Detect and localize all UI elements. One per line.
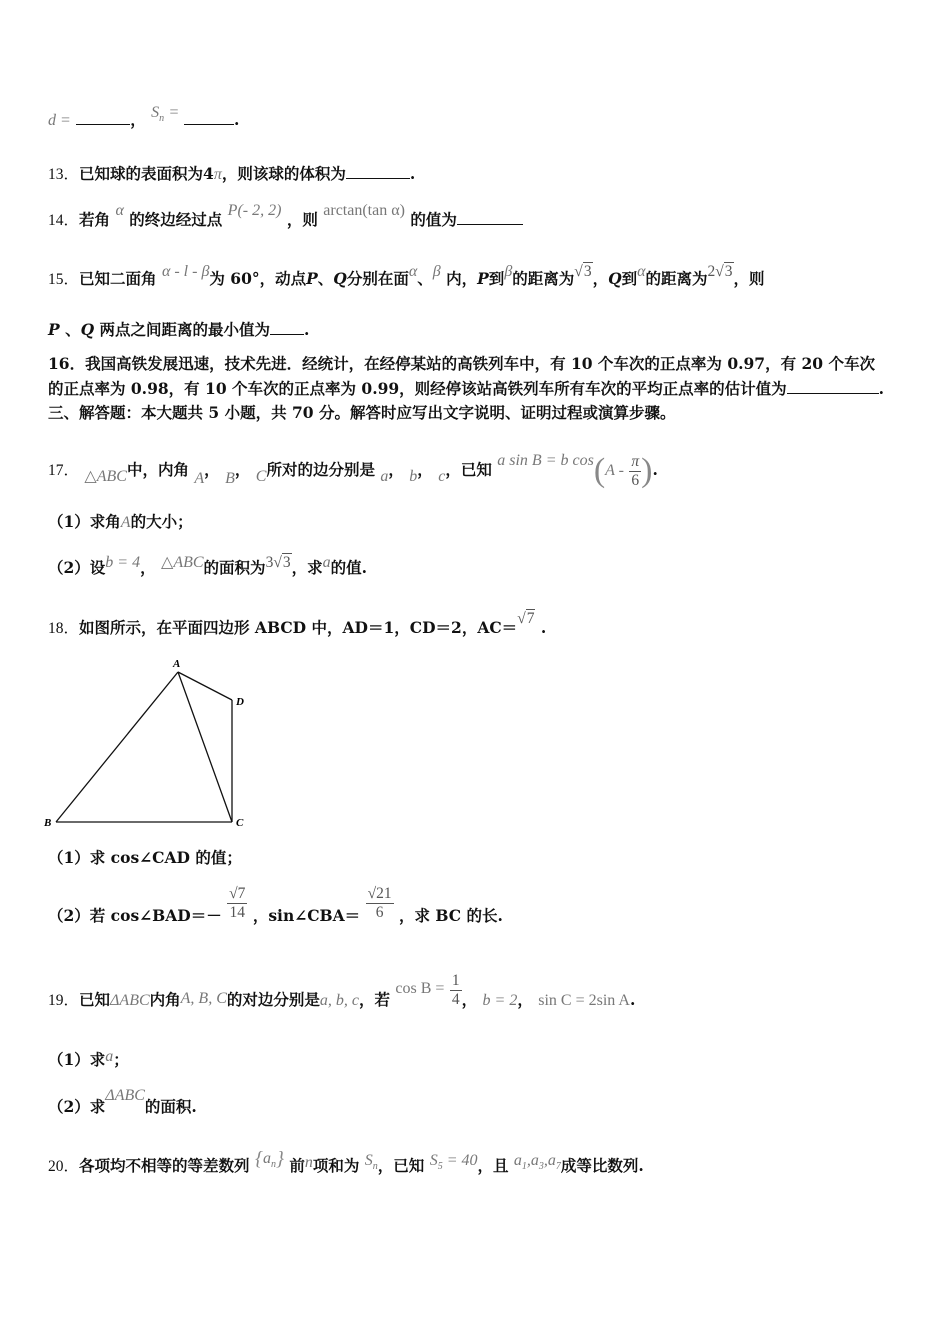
answer-blank	[270, 333, 304, 335]
period: .	[540, 618, 547, 637]
question-text: ，则该球的体积为	[221, 164, 346, 183]
point-q: Q	[80, 320, 95, 339]
alpha-symbol: α	[637, 263, 646, 280]
pi-over-6: $\frac{\pi}{6}$	[631, 452, 640, 489]
question-text: 所对的边分别是	[266, 460, 375, 479]
question-15	[48, 263, 765, 289]
period: .	[233, 110, 240, 129]
question-text: 为 60°，动点	[209, 269, 307, 288]
comma: ，	[204, 460, 220, 479]
point-q: Q	[608, 269, 622, 288]
triangle-abc: △ABC	[84, 468, 127, 485]
fraction-1-over-4: $\frac{1}{4}$	[451, 971, 460, 1008]
separator: 、	[417, 269, 433, 288]
question-text: 的值为	[410, 210, 457, 229]
vertex-label-d: D	[236, 696, 244, 708]
question-text: ，则	[286, 210, 318, 229]
question-17-part-2	[48, 556, 367, 578]
side-a: a	[105, 1048, 114, 1065]
quadrilateral-figure	[40, 652, 260, 837]
question-number: 15．	[48, 271, 80, 288]
side-a: a	[322, 554, 331, 571]
triangle-abc: ΔABC	[110, 992, 150, 1009]
edge-ac	[178, 672, 232, 822]
comma: ，	[388, 460, 404, 479]
part-text: ，求 BC 的长.	[399, 906, 503, 925]
part-text: 的值.	[330, 558, 367, 577]
b-equals-2: b = 2	[482, 992, 518, 1009]
answer-blank	[457, 223, 523, 225]
question-number: 20．	[48, 1158, 80, 1175]
question-text: 内，	[446, 269, 478, 288]
dihedral-angle: α - l - β	[161, 263, 210, 280]
left-paren: (	[593, 452, 606, 489]
part-text: （2）求	[48, 1097, 106, 1116]
angle-expr: A -	[605, 462, 624, 479]
question-text: ，则	[733, 269, 765, 288]
comma: ，	[130, 110, 146, 129]
s5-equals-40: $S_5 = 40$	[429, 1152, 478, 1173]
part-text: （1）求	[48, 1050, 106, 1069]
part-text: 的面积为	[203, 558, 266, 577]
period: .	[629, 990, 636, 1009]
question-number: 14．	[48, 212, 80, 229]
fraction-sqrt21-over-6: $\frac{√21}{6}$	[367, 884, 392, 921]
part-text: ，sin∠CBA＝	[252, 906, 361, 925]
comma: ，	[517, 990, 533, 1009]
angle-a: A	[194, 470, 205, 487]
area-value: 4	[203, 164, 214, 183]
angles-abc: A, B, C	[180, 990, 227, 1007]
question-text: 已知	[79, 990, 111, 1009]
question-number: 18．	[48, 620, 80, 637]
point-p: P(- 2, 2)	[227, 202, 282, 219]
part-text: （1）求角	[48, 512, 121, 531]
side-b: b	[409, 468, 418, 485]
question-text: 已知二面角	[79, 269, 157, 288]
question-text: 已知球的表面积为	[79, 164, 204, 183]
question-text: ，已知	[445, 460, 492, 479]
side-a: a	[380, 468, 389, 485]
question-17-part-1	[48, 510, 193, 532]
sides-abc: a, b, c	[319, 992, 359, 1009]
comma: ，	[592, 269, 609, 288]
sn-subscript: n	[159, 113, 165, 125]
part-text: （2）设	[48, 558, 106, 577]
part-text: ，求	[291, 558, 323, 577]
side-c: c	[438, 468, 446, 485]
answer-line-top	[48, 104, 240, 132]
sin-c-equation: sin C = 2sin A	[538, 992, 630, 1009]
question-text: 若角	[79, 210, 111, 229]
alpha-symbol: α	[115, 202, 124, 219]
equals-sign: =	[169, 104, 179, 121]
two-sqrt-3: 2√3	[707, 263, 733, 280]
question-18-part-2	[48, 884, 503, 926]
comma: ，	[417, 460, 433, 479]
question-text: 到	[488, 269, 505, 288]
question-text: 的距离为	[512, 269, 575, 288]
question-text: 成等比数列.	[560, 1156, 644, 1175]
triangle-abc: △ABC	[161, 554, 204, 571]
question-text: 前	[289, 1156, 305, 1175]
question-13	[48, 162, 415, 184]
point-q: Q	[333, 269, 347, 288]
answer-blank	[76, 123, 130, 125]
answer-blank	[184, 123, 234, 125]
question-18	[48, 610, 547, 638]
question-19-part-1	[48, 1048, 129, 1070]
question-19-part-2	[48, 1087, 197, 1117]
question-15-line-2	[48, 318, 309, 340]
comma: ，	[234, 460, 251, 479]
angle-c: C	[255, 468, 267, 485]
n-symbol: n	[304, 1154, 313, 1171]
question-text: 两点之间距离的最小值为	[99, 320, 271, 339]
comma: ，	[140, 558, 156, 577]
question-number: 13．	[48, 166, 80, 183]
question-text: 各项均不相等的等差数列	[79, 1156, 250, 1175]
question-19	[48, 971, 636, 1010]
three-sqrt-3: 3√3	[265, 554, 291, 571]
part-text: ；	[113, 1050, 129, 1069]
question-text: 的距离为	[645, 269, 708, 288]
sn-expr	[151, 102, 179, 125]
terms-a1-a3-a7: $a_1,a_3,a_7$	[513, 1152, 561, 1173]
question-text: 内角	[149, 990, 181, 1009]
period: .	[878, 379, 885, 398]
point-p: P	[306, 269, 318, 288]
part-text: （2）若 cos∠BAD＝－	[48, 906, 222, 925]
question-16-line-1: 16．我国高铁发展迅速，技术先进．经统计，在经停某站的高铁列车中，有 10 个车次的正点率为 0.97，有 20 个车次	[48, 354, 875, 373]
question-text: ，且	[477, 1156, 509, 1175]
point-p: P	[48, 320, 60, 339]
separator: 、	[65, 320, 81, 339]
question-20	[48, 1147, 644, 1179]
question-number: 19．	[48, 992, 80, 1009]
beta-symbol: β	[432, 263, 441, 280]
period: .	[409, 164, 416, 183]
angle-a: A	[120, 514, 131, 531]
question-text: ，若	[359, 990, 391, 1009]
question-text: 如图所示，在平面四边形 ABCD 中，AD＝1，CD＝2，AC＝	[79, 618, 518, 637]
sqrt-7: √7	[517, 610, 535, 627]
answer-blank	[787, 392, 879, 394]
part-text: 的面积.	[144, 1097, 197, 1116]
comma: ，	[461, 990, 478, 1009]
question-18-part-1: （1）求 cos∠CAD 的值；	[48, 848, 242, 867]
triangle-abc: ΔABC	[105, 1087, 145, 1104]
part-text: 的大小；	[130, 512, 193, 531]
sn-symbol: S	[151, 104, 160, 121]
angle-b: B	[225, 470, 235, 487]
fraction-sqrt7-over-14: $\frac{√7}{14}$	[229, 884, 246, 921]
section-heading: 三、解答题：本大题共 5 小题，共 70 分。解答时应写出文字说明、证明过程或演算步骤。	[48, 403, 676, 422]
question-text: 的对边分别是	[226, 990, 320, 1009]
given-equation: a sin B = b cos	[497, 452, 594, 469]
point-p: P	[477, 269, 489, 288]
cos-b-equals: cos B =	[395, 980, 445, 997]
edge-ab	[56, 672, 178, 822]
b-equals-4: b = 4	[105, 554, 141, 571]
sum-sn: $S_n$	[364, 1152, 378, 1173]
d-equals: d =	[48, 112, 71, 129]
vertex-label-b: B	[44, 817, 52, 829]
separator: 、	[317, 269, 334, 288]
question-text: 分别在面	[346, 269, 409, 288]
period: .	[304, 320, 310, 339]
question-text: 的正点率为 0.98，有 10 个车次的正点率为 0.99，则经停该站高铁列车所有车次的平均正点率的估计值为	[48, 379, 787, 398]
sequence-an: $\{a_n\}$	[254, 1147, 284, 1171]
arctan-expr: arctan(tan α)	[323, 202, 405, 219]
question-text: 的终边经过点	[129, 210, 223, 229]
answer-blank	[346, 177, 410, 179]
sqrt-3: √3	[574, 263, 592, 280]
question-17	[48, 452, 658, 490]
vertex-label-a: A	[173, 658, 181, 670]
beta-symbol: β	[504, 263, 513, 280]
question-number: 17．	[48, 462, 80, 479]
question-text: 项和为	[312, 1156, 360, 1175]
question-text: ，已知	[377, 1156, 425, 1175]
question-16-line-2	[48, 377, 884, 399]
period: .	[652, 460, 658, 479]
question-14	[48, 202, 523, 230]
question-text: 到	[621, 269, 638, 288]
question-text: 中，内角	[126, 460, 189, 479]
vertex-label-c: C	[236, 817, 244, 829]
alpha-symbol: α	[408, 263, 418, 280]
pi-symbol: π	[213, 166, 222, 183]
right-paren: )	[641, 452, 653, 489]
